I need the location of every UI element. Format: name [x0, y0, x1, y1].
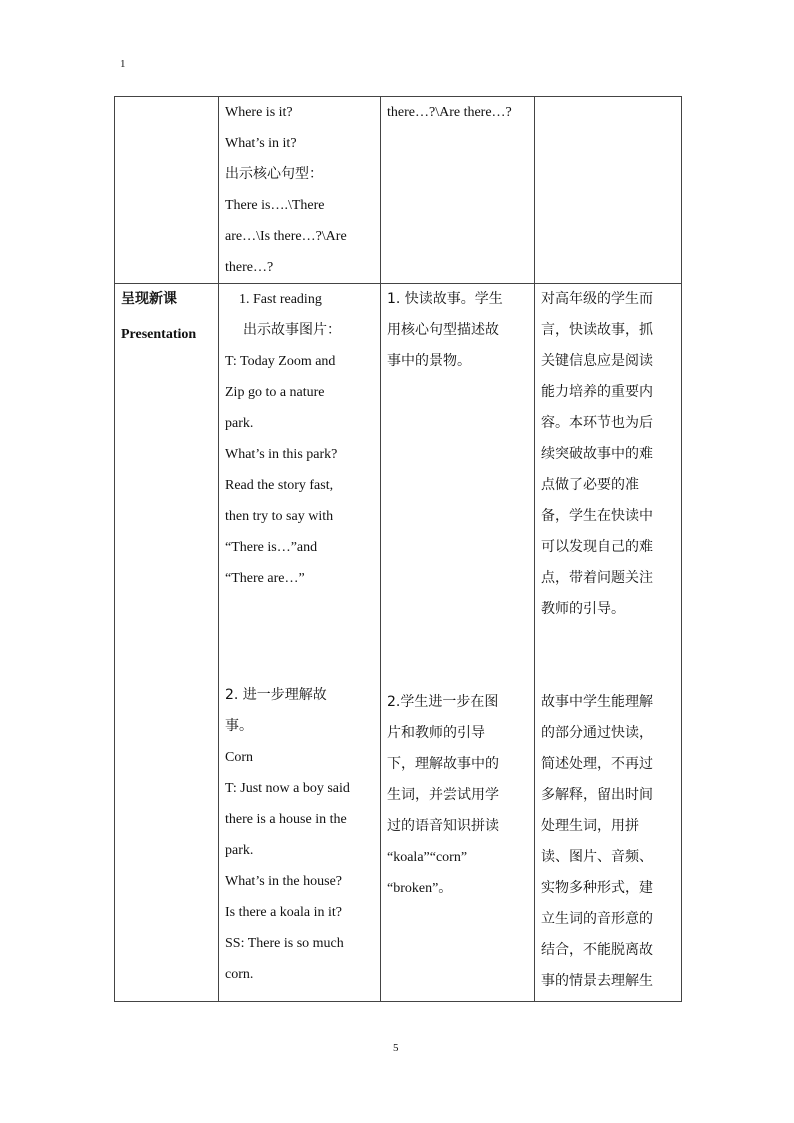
stage-cell: [115, 284, 219, 1002]
text-line: “There is…”and: [225, 540, 318, 555]
spacer: [225, 594, 374, 680]
text-line: SS: There is so much: [225, 936, 344, 951]
text-line: What’s in it?: [225, 136, 297, 151]
student-activity-cell: [381, 284, 535, 1002]
text-line: Where is it?: [225, 105, 293, 120]
text-line: 可以发现自己的难: [541, 539, 653, 555]
text-line: 2.学生进一步在图: [387, 694, 499, 710]
text-line: 事的情景去理解生: [541, 973, 653, 989]
text-line: “There are…”: [225, 571, 305, 586]
text-line: 言，快读故事，抓: [541, 322, 653, 338]
text-line: Corn: [225, 750, 253, 765]
text-line: 能力培养的重要内: [541, 384, 653, 400]
text-line: 关键信息应是阅读: [541, 353, 653, 369]
text-line: Zip go to a nature: [225, 385, 325, 400]
text-line: 2. 进一步理解故: [225, 687, 327, 703]
text-line: 容。本环节也为后: [541, 415, 653, 431]
stage-title-en: Presentation: [121, 327, 197, 342]
text-line: 出示故事图片：: [243, 322, 341, 338]
text-line: 对高年级的学生而: [541, 291, 653, 307]
text-line: 事。: [225, 718, 253, 734]
design-intent-cell: [535, 97, 682, 284]
teacher-activity-cell: [219, 284, 381, 1002]
footer-page-number: 5: [393, 1042, 399, 1054]
text-line: 生词，并尝试用学: [387, 787, 499, 803]
text-line: corn.: [225, 967, 254, 982]
text-line: there is a house in the: [225, 812, 347, 827]
text-line: 点，带着问题关注: [541, 570, 653, 586]
text-line: 片和教师的引导: [387, 725, 485, 741]
text-line: There is….\There: [225, 198, 325, 213]
text-line: 简述处理，不再过: [541, 756, 653, 772]
teacher-activity-cell: [219, 97, 381, 284]
text-line: 用核心句型描述故: [387, 322, 499, 338]
student-activity-cell: [381, 97, 535, 284]
text-line: “broken”。: [387, 881, 453, 896]
text-line: 下，理解故事中的: [387, 756, 499, 772]
table-row: [115, 284, 682, 1002]
stage-title-zh: 呈现新课: [121, 291, 177, 307]
text-line: 立生词的音形意的: [541, 911, 653, 927]
text-line: Is there a koala in it?: [225, 905, 343, 920]
text-line: 出示核心句型：: [225, 166, 323, 182]
text-line: park.: [225, 416, 254, 431]
text-line: 多解释，留出时间: [541, 787, 653, 803]
text-line: park.: [225, 843, 254, 858]
spacer: [387, 377, 528, 687]
design-intent-cell: [535, 284, 682, 1002]
text-line: there…?: [225, 260, 274, 275]
text-line: 处理生词，用拼: [541, 818, 639, 834]
text-line: 点做了必要的准: [541, 477, 639, 493]
text-line: 事中的景物。: [387, 353, 471, 369]
text-line: 故事中学生能理解: [541, 694, 653, 710]
text-line: there…?\Are there…?: [387, 105, 512, 120]
text-line: 结合，不能脱离故: [541, 942, 653, 958]
text-line: 教师的引导。: [541, 601, 625, 617]
spacer: [541, 625, 675, 687]
text-line: 读、图片、音频、: [541, 849, 653, 865]
text-line: Read the story fast,: [225, 478, 334, 493]
text-line: What’s in the house?: [225, 874, 343, 889]
text-line: 续突破故事中的难: [541, 446, 653, 462]
text-line: What’s in this park?: [225, 447, 338, 462]
text-line: 1. Fast reading: [239, 292, 322, 307]
table-row: [115, 97, 682, 284]
text-line: T: Today Zoom and: [225, 354, 336, 369]
text-line: 备，学生在快读中: [541, 508, 653, 524]
stage-cell-empty: [115, 97, 219, 284]
text-line: 实物多种形式，建: [541, 880, 653, 896]
text-line: T: Just now a boy said: [225, 781, 350, 796]
text-line: 过的语音知识拼读: [387, 818, 499, 834]
text-line: then try to say with: [225, 509, 334, 524]
lesson-plan-table: [114, 96, 682, 1002]
text-line: are…\Is there…?\Are: [225, 229, 347, 244]
text-line: 1. 快读故事。学生: [387, 291, 503, 307]
text-line: 的部分通过快读，: [541, 725, 653, 741]
header-page-number: 1: [120, 58, 126, 70]
text-line: “koala”“corn”: [387, 850, 468, 865]
